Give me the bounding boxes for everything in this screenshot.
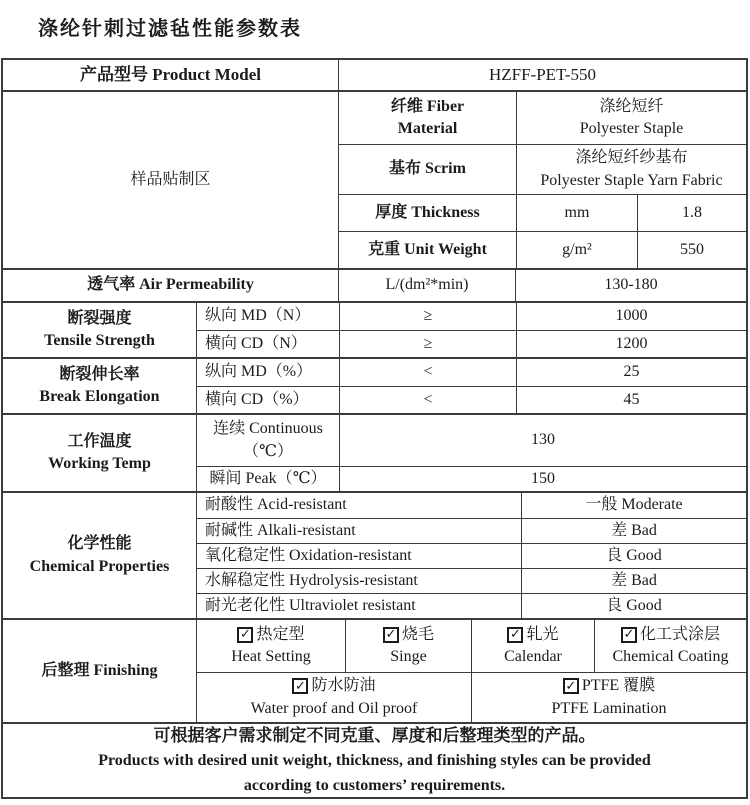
alkali-rating: 差 Bad	[521, 519, 746, 543]
row-elongation-cd	[197, 386, 746, 413]
unit-weight-value: 550	[637, 232, 746, 268]
section-finishing	[3, 618, 746, 722]
air-permeability-unit: L/(dm²*min)	[338, 270, 515, 301]
spec-table	[1, 58, 748, 799]
option-chemical-coating-en: Chemical Coating	[612, 648, 729, 665]
acid-rating: 一般 Moderate	[521, 493, 746, 518]
footer-note	[3, 724, 746, 797]
air-permeability-label: 透气率 Air Permeability	[87, 276, 254, 294]
option-calendar-zh: 轧光	[526, 625, 559, 643]
footer-note-en-2: according to customers’ requirements.	[243, 776, 506, 794]
option-ptfe-en: PTFE Lamination	[551, 699, 667, 717]
checked-checkbox-icon: ✓	[507, 627, 523, 643]
peak-temp-label: 瞬间 Peak（℃）	[209, 469, 327, 487]
option-chemical-coating	[594, 620, 746, 672]
elongation-md-name: 纵向 MD（%）	[205, 363, 313, 381]
checked-checkbox-icon: ✓	[292, 678, 308, 694]
thickness-value: 1.8	[637, 195, 746, 231]
air-permeability-value: 130-180	[515, 270, 746, 301]
hydrolysis-rating: 差 Bad	[521, 569, 746, 593]
row-hydrolysis	[197, 568, 746, 593]
row-continuous-temp	[197, 415, 746, 466]
footer-note-zh: 可根据客户需求制定不同克重、厚度和后整理类型的产品。	[153, 725, 596, 745]
row-oxidation	[197, 543, 746, 568]
option-singe-zh: 烧毛	[401, 625, 434, 643]
option-singe-en: Singe	[390, 648, 427, 665]
ultraviolet-rating: 良 Good	[521, 594, 746, 618]
sample-area-cell: 样品贴制区	[130, 170, 211, 188]
ultraviolet-property: 耐光老化性 Ultraviolet resistant	[205, 596, 416, 614]
row-ultraviolet	[197, 593, 746, 618]
row-thickness	[339, 194, 746, 231]
option-heat-setting-en: Heat Setting	[231, 648, 311, 665]
scrim-label: 基布 Scrim	[389, 160, 466, 178]
unit-weight-unit: g/m²	[516, 232, 637, 268]
tensile-md-value: 1000	[516, 303, 746, 330]
finishing-subcolumn	[196, 620, 746, 722]
tensile-subcolumn	[196, 303, 746, 357]
elongation-md-value: 25	[516, 359, 746, 386]
chemical-label: 化学性能 Chemical Properties	[29, 535, 170, 575]
tensile-md-operator: ≥	[339, 303, 516, 330]
elongation-subcolumn	[196, 359, 746, 413]
thickness-unit: mm	[516, 195, 637, 231]
elongation-md-operator: <	[339, 359, 516, 386]
acid-property: 耐酸性 Acid-resistant	[205, 496, 347, 514]
tensile-cd-value: 1200	[516, 331, 746, 357]
option-ptfe-zh: PTFE 覆膜	[581, 677, 656, 695]
fiber-value: 涤纶短纤 Polyester Staple	[516, 92, 746, 144]
elongation-cd-value: 45	[516, 387, 746, 413]
unit-weight-label: 克重 Unit Weight	[368, 240, 487, 258]
oxidation-property: 氧化稳定性 Oxidation-resistant	[205, 546, 412, 564]
row-acid	[197, 493, 746, 518]
row-footer-note	[3, 722, 746, 797]
section-tensile-strength	[3, 301, 746, 357]
oxidation-rating: 良 Good	[521, 544, 746, 568]
thickness-label: 厚度 Thickness	[375, 203, 480, 221]
page-title: 涤纶针刺过滤毡性能参数表	[38, 18, 302, 40]
checked-checkbox-icon: ✓	[621, 627, 637, 643]
elongation-cd-operator: <	[339, 387, 516, 413]
section-chemical	[3, 491, 746, 618]
product-model-value: HZFF-PET-550	[338, 60, 746, 90]
row-scrim	[339, 144, 746, 194]
row-fiber	[339, 92, 746, 144]
option-heat-setting-zh: 热定型	[256, 625, 305, 643]
continuous-temp-label: 连续 Continuous （℃）	[213, 420, 323, 460]
working-temp-subcolumn	[196, 415, 746, 491]
section-break-elongation	[3, 357, 746, 413]
alkali-property: 耐碱性 Alkali-resistant	[205, 521, 356, 539]
row-elongation-md	[197, 359, 746, 386]
row-tensile-md	[197, 303, 746, 330]
row-tensile-cd	[197, 330, 746, 357]
row-finishing-options-1	[197, 620, 746, 672]
tensile-cd-name: 横向 CD（N）	[205, 334, 307, 352]
tensile-strength-label: 断裂强度 Tensile Strength	[44, 309, 155, 349]
option-calendar	[471, 620, 594, 672]
sample-subcolumn	[338, 92, 746, 268]
checked-checkbox-icon: ✓	[563, 678, 579, 694]
fiber-label: 纤维 Fiber Material	[390, 97, 465, 137]
row-air-permeability	[3, 268, 746, 301]
hydrolysis-property: 水解稳定性 Hydrolysis-resistant	[205, 571, 418, 589]
option-waterproof-zh: 防水防油	[311, 677, 376, 695]
checked-checkbox-icon: ✓	[237, 627, 253, 643]
scrim-value: 涤纶短纤纱基布 Polyester Staple Yarn Fabric	[516, 145, 746, 194]
row-product-model	[3, 60, 746, 90]
option-singe	[345, 620, 471, 672]
option-waterproof	[197, 673, 471, 722]
section-sample	[3, 90, 746, 268]
tensile-cd-operator: ≥	[339, 331, 516, 357]
working-temp-label: 工作温度 Working Temp	[48, 432, 151, 472]
option-ptfe	[471, 673, 746, 722]
row-unit-weight	[339, 231, 746, 268]
option-chemical-coating-zh: 化工式涂层	[639, 625, 720, 643]
finishing-label: 后整理 Finishing	[41, 661, 158, 679]
option-heat-setting	[197, 620, 345, 672]
option-waterproof-en: Water proof and Oil proof	[250, 699, 418, 717]
tensile-md-name: 纵向 MD（N）	[205, 307, 311, 325]
row-peak-temp	[197, 466, 746, 491]
section-working-temp	[3, 413, 746, 491]
peak-temp-value: 150	[339, 467, 746, 491]
product-model-label: 产品型号 Product Model	[79, 65, 261, 85]
checked-checkbox-icon: ✓	[383, 627, 399, 643]
elongation-cd-name: 横向 CD（%）	[205, 390, 309, 408]
option-calendar-en: Calendar	[504, 648, 562, 665]
row-alkali	[197, 518, 746, 543]
footer-note-en-1: Products with desired unit weight, thickness, and finishing styles can be provided	[98, 751, 651, 769]
row-finishing-options-2	[197, 672, 746, 722]
break-elongation-label: 断裂伸长率 Break Elongation	[39, 365, 160, 405]
continuous-temp-value: 130	[339, 415, 746, 466]
chemical-subcolumn	[196, 493, 746, 618]
